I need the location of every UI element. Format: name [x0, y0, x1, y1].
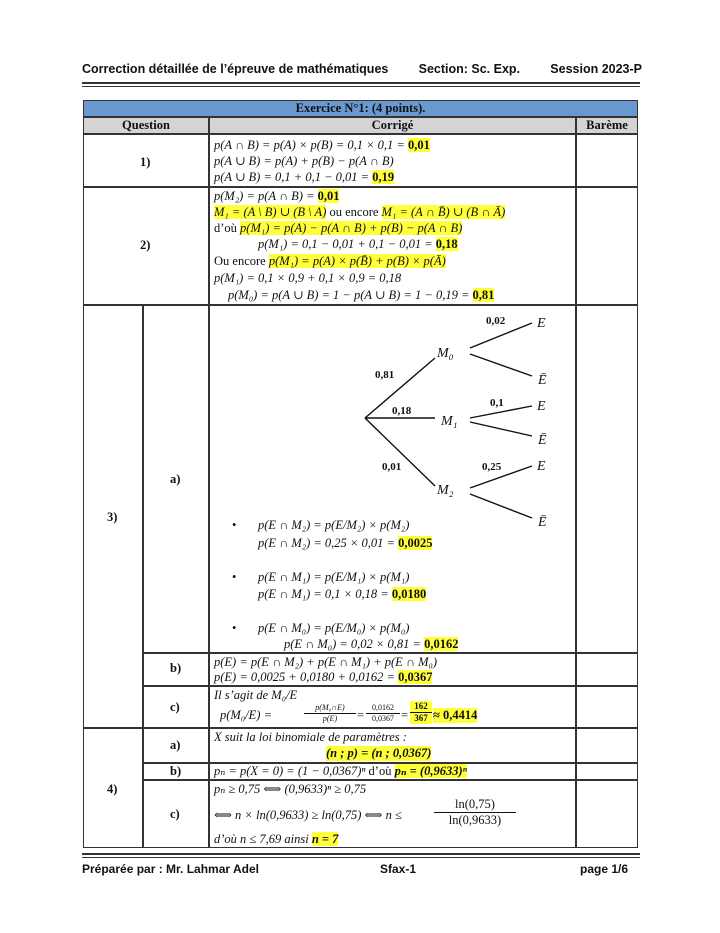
header-divider: [82, 82, 640, 84]
exercise-title: Exercice N°1: (4 points).: [83, 100, 638, 117]
tree-node-M2: M₂: [437, 483, 454, 498]
bullet-2-icon: •: [232, 570, 237, 584]
footer-city: Sfax-1: [380, 862, 417, 876]
question-4b-label: b): [170, 764, 182, 778]
column-header-corrige: Corrigé: [209, 117, 576, 134]
row2-bareme-cell: [576, 187, 638, 305]
row3a-bareme-cell: [576, 305, 638, 653]
branch-M0-Ebar: [470, 354, 532, 376]
footer-author: Préparée par : Mr. Lahmar Adel: [82, 862, 259, 876]
tree-prob-E-M1: 0,1: [490, 397, 504, 409]
question-1-label: 1): [140, 155, 151, 169]
tree-node-M0: M₀: [437, 346, 454, 361]
question-3-label: 3): [107, 510, 118, 524]
branch-root-M2: [365, 418, 435, 486]
probability-tree: [340, 308, 570, 528]
q3c-line-1: Il s’agit de M₀/E: [214, 688, 298, 702]
q3c-fraction-1: p(M₀∩E) p(E): [304, 703, 356, 724]
tree-leaf-E-M0: E: [537, 316, 546, 331]
header-divider-thin: [82, 86, 640, 87]
question-3c-label: c): [170, 700, 180, 714]
row3c-bareme-cell: [576, 686, 638, 728]
header-section: Section: Sc. Exp.: [418, 62, 521, 76]
q3b-line-1: p(E) = p(E ∩ M₂) + p(E ∩ M₁) + p(E ∩ M₀): [214, 655, 438, 669]
q3c-fraction-3: 162 367: [410, 701, 432, 724]
q2-line-3: d’où p(M₁) = p(A) − p(A ∩ B) + p(B) − p(A ∩ B): [214, 221, 463, 235]
tree-prob-M0: 0,81: [375, 369, 395, 381]
tree-leaf-Ebar-M1: Ē: [538, 433, 547, 448]
q2-line-7: p(M₀) = p(A ∪ B) = 1 − p(A ∪ B) = 1 − 0,19 = 0,81: [228, 288, 495, 302]
header-session: Session 2023-P: [550, 62, 642, 76]
q4b-line-1: pₙ = p(X = 0) = (1 − 0,0367)ⁿ d’où pₙ = (0,9633)ⁿ: [214, 764, 467, 778]
q3a-b1-line-1: p(E ∩ M₂) = p(E/M₂) × p(M₂): [258, 518, 410, 532]
q3a-b3-line-2: p(E ∩ M₀) = 0,02 × 0,81 = 0,0162: [284, 637, 459, 651]
row1-bareme-cell: [576, 134, 638, 187]
q4a-line-2: (n ; p) = (n ; 0,0367): [326, 746, 432, 760]
q3c-lhs: p(M₀/E) =: [220, 708, 273, 722]
tree-leaf-Ebar-M0: Ē: [538, 373, 547, 388]
q3b-line-2: p(E) = 0,0025 + 0,0180 + 0,0162 = 0,0367: [214, 670, 433, 684]
q4c-line-2: ⟺ n × ln(0,9633) ≥ ln(0,75) ⟺ n ≤: [214, 808, 402, 822]
footer-divider: [82, 853, 640, 855]
q2-line-2: M₁ = (A \ B) ∪ (B \ A) ou encore M₁ = (A ∩ B̄) ∪ (B ∩ Ā): [214, 205, 506, 219]
q1-line-3: p(A ∪ B) = 0,1 + 0,1 − 0,01 = 0,19: [214, 170, 395, 184]
branch-M1-Ebar: [470, 422, 532, 436]
q3c-eq-1: =: [357, 708, 365, 722]
q4c-fraction: ln(0,75) ln(0,9633): [434, 797, 516, 828]
tree-leaf-Ebar-M2: Ē: [538, 515, 547, 528]
q2-line-6: p(M₁) = 0,1 × 0,9 + 0,1 × 0,9 = 0,18: [214, 271, 402, 285]
bullet-1-icon: •: [232, 518, 237, 532]
q2-line-1: p(M₂) = p(A ∩ B) = 0,01: [214, 189, 340, 203]
tree-prob-E-M2: 0,25: [482, 461, 502, 473]
tree-leaf-E-M2: E: [537, 459, 546, 474]
q3a-b2-line-2: p(E ∩ M₁) = 0,1 × 0,18 = 0,0180: [258, 587, 427, 601]
question-3a-label: a): [170, 472, 181, 486]
q1-line-1: p(A ∩ B) = p(A) × p(B) = 0,1 × 0,1 = 0,01: [214, 138, 430, 152]
question-4-label: 4): [107, 782, 118, 796]
tree-prob-M2: 0,01: [382, 461, 402, 473]
row4a-bareme-cell: [576, 728, 638, 763]
row4c-bareme-cell: [576, 780, 638, 848]
q2-line-5: Ou encore p(M₁) = p(A) × p(B̄) + p(B) × p(Ā): [214, 254, 446, 268]
q3a-b3-line-1: p(E ∩ M₀) = p(E/M₀) × p(M₀): [258, 621, 410, 635]
q4c-line-1: pₙ ≥ 0,75 ⟺ (0,9633)ⁿ ≥ 0,75: [214, 782, 367, 796]
column-header-question: Question: [83, 117, 209, 134]
row4b-bareme-cell: [576, 763, 638, 780]
q4a-line-1: X suit la loi binomiale de paramètres :: [214, 730, 407, 744]
header-title: Correction détaillée de l’épreuve de mathématiques: [82, 62, 389, 76]
q3c-result: ≈ 0,4414: [433, 708, 478, 722]
q3a-b1-line-2: p(E ∩ M₂) = 0,25 × 0,01 = 0,0025: [258, 536, 433, 550]
q1-line-2: p(A ∪ B) = p(A) + p(B) − p(A ∩ B): [214, 154, 394, 168]
question-2-label: 2): [140, 238, 151, 252]
question-4c-label: c): [170, 807, 180, 821]
column-header-bareme: Barème: [576, 117, 638, 134]
q2-line-4: p(M₁) = 0,1 − 0,01 + 0,1 − 0,01 = 0,18: [258, 237, 458, 251]
footer-divider-thin: [82, 857, 640, 858]
question-4a-label: a): [170, 738, 181, 752]
tree-prob-E-M0: 0,02: [486, 315, 506, 327]
q4c-line-3: d’où n ≤ 7,69 ainsi n = 7: [214, 832, 339, 846]
tree-node-M1: M₁: [441, 414, 458, 429]
bullet-3-icon: •: [232, 621, 237, 635]
tree-prob-M1: 0,18: [392, 405, 412, 417]
q3c-eq-2: =: [401, 708, 409, 722]
q3c-fraction-2: 0,0162 0,0367: [366, 703, 400, 724]
q3a-b2-line-1: p(E ∩ M₁) = p(E/M₁) × p(M₁): [258, 570, 410, 584]
page-header: [82, 62, 642, 76]
branch-M2-Ebar: [470, 494, 532, 518]
row3b-bareme-cell: [576, 653, 638, 686]
footer-page-number: page 1/6: [580, 862, 629, 876]
tree-leaf-E-M1: E: [537, 399, 546, 414]
question-3b-label: b): [170, 661, 182, 675]
